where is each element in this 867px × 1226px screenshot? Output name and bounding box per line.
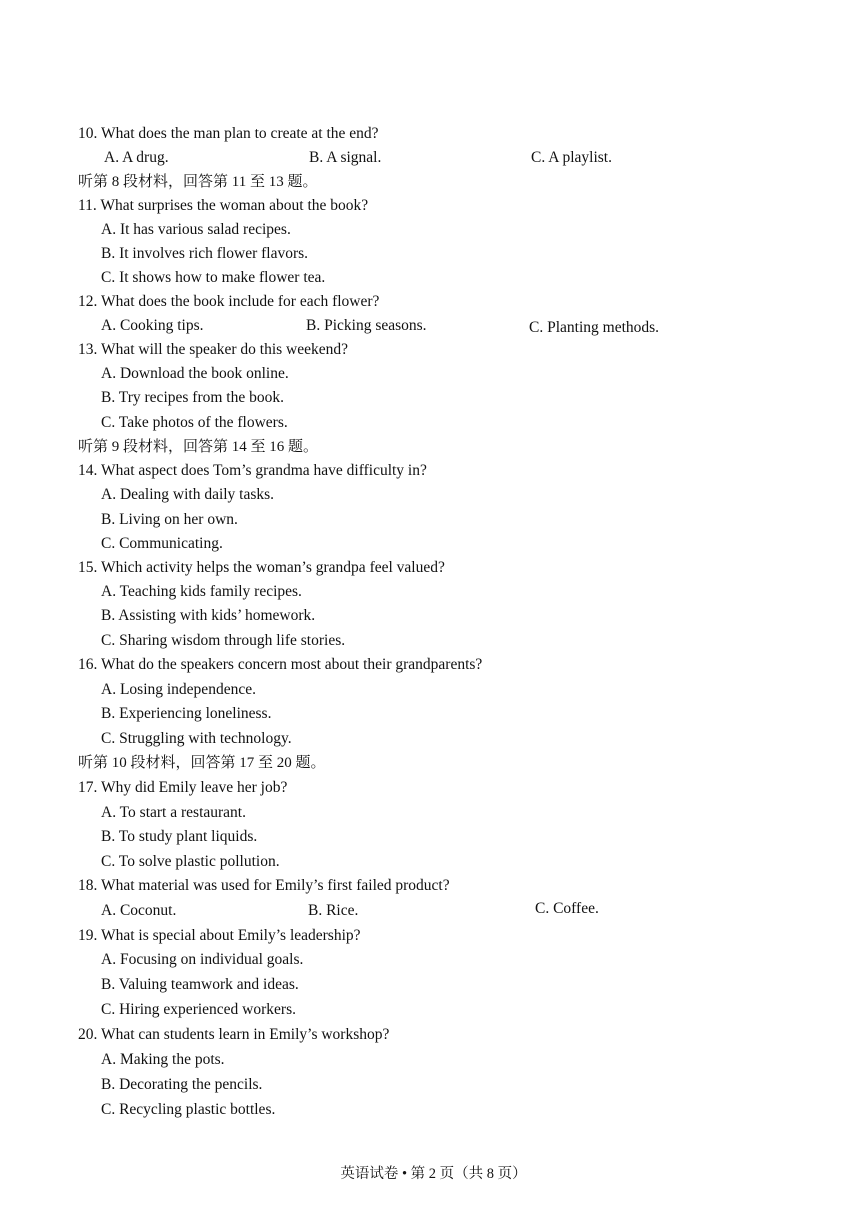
option-12-b: B. Picking seasons. bbox=[306, 317, 427, 334]
option-14-b: B. Living on her own. bbox=[101, 511, 238, 528]
section-heading-8: 听第 8 段材料，回答第 11 至 13 题。 bbox=[78, 174, 318, 190]
option-11-c: C. It shows how to make flower tea. bbox=[101, 269, 326, 286]
option-10-a: A. A drug. bbox=[104, 149, 169, 166]
option-10-c: C. A playlist. bbox=[531, 149, 612, 166]
option-18-a: A. Coconut. bbox=[101, 902, 177, 919]
option-14-c: C. Communicating. bbox=[101, 535, 223, 552]
option-18-b: B. Rice. bbox=[308, 902, 359, 919]
option-17-b: B. To study plant liquids. bbox=[101, 828, 258, 845]
option-16-b: B. Experiencing loneliness. bbox=[101, 705, 272, 722]
option-16-c: C. Struggling with technology. bbox=[101, 730, 292, 747]
option-11-b: B. It involves rich flower flavors. bbox=[101, 245, 309, 262]
option-10-b: B. A signal. bbox=[309, 149, 382, 166]
question-11: 11. What surprises the woman about the book? bbox=[78, 197, 369, 214]
option-13-a: A. Download the book online. bbox=[101, 365, 289, 382]
option-20-c: C. Recycling plastic bottles. bbox=[101, 1101, 276, 1118]
question-18: 18. What material was used for Emily’s first failed product? bbox=[78, 877, 450, 894]
question-17: 17. Why did Emily leave her job? bbox=[78, 779, 288, 796]
option-12-c: C. Planting methods. bbox=[529, 319, 660, 336]
option-15-b: B. Assisting with kids’ homework. bbox=[101, 607, 316, 624]
section-heading-10: 听第 10 段材料，回答第 17 至 20 题。 bbox=[78, 755, 326, 771]
option-15-a: A. Teaching kids family recipes. bbox=[101, 583, 302, 600]
page-footer: 英语试卷 • 第 2 页（共 8 页） bbox=[340, 1166, 527, 1182]
option-13-c: C. Take photos of the flowers. bbox=[101, 414, 288, 431]
option-17-c: C. To solve plastic pollution. bbox=[101, 853, 280, 870]
option-20-b: B. Decorating the pencils. bbox=[101, 1076, 263, 1093]
question-12: 12. What does the book include for each flower? bbox=[78, 293, 380, 310]
option-11-a: A. It has various salad recipes. bbox=[101, 221, 291, 238]
question-15: 15. Which activity helps the woman’s grandpa feel valued? bbox=[78, 559, 445, 576]
option-19-c: C. Hiring experienced workers. bbox=[101, 1001, 296, 1018]
option-16-a: A. Losing independence. bbox=[101, 681, 256, 698]
option-18-c: C. Coffee. bbox=[535, 900, 599, 917]
option-20-a: A. Making the pots. bbox=[101, 1051, 225, 1068]
option-13-b: B. Try recipes from the book. bbox=[101, 389, 284, 406]
section-heading-9: 听第 9 段材料，回答第 14 至 16 题。 bbox=[78, 439, 319, 455]
question-20: 20. What can students learn in Emily’s workshop? bbox=[78, 1026, 390, 1043]
option-17-a: A. To start a restaurant. bbox=[101, 804, 246, 821]
option-14-a: A. Dealing with daily tasks. bbox=[101, 486, 275, 503]
option-19-a: A. Focusing on individual goals. bbox=[101, 951, 304, 968]
question-10: 10. What does the man plan to create at the end? bbox=[78, 125, 379, 142]
question-19: 19. What is special about Emily’s leadership? bbox=[78, 927, 361, 944]
question-16: 16. What do the speakers concern most about their grandparents? bbox=[78, 656, 483, 673]
option-15-c: C. Sharing wisdom through life stories. bbox=[101, 632, 346, 649]
question-14: 14. What aspect does Tom’s grandma have difficulty in? bbox=[78, 462, 427, 479]
option-12-a: A. Cooking tips. bbox=[101, 317, 204, 334]
question-13: 13. What will the speaker do this weekend? bbox=[78, 341, 349, 358]
option-19-b: B. Valuing teamwork and ideas. bbox=[101, 976, 299, 993]
